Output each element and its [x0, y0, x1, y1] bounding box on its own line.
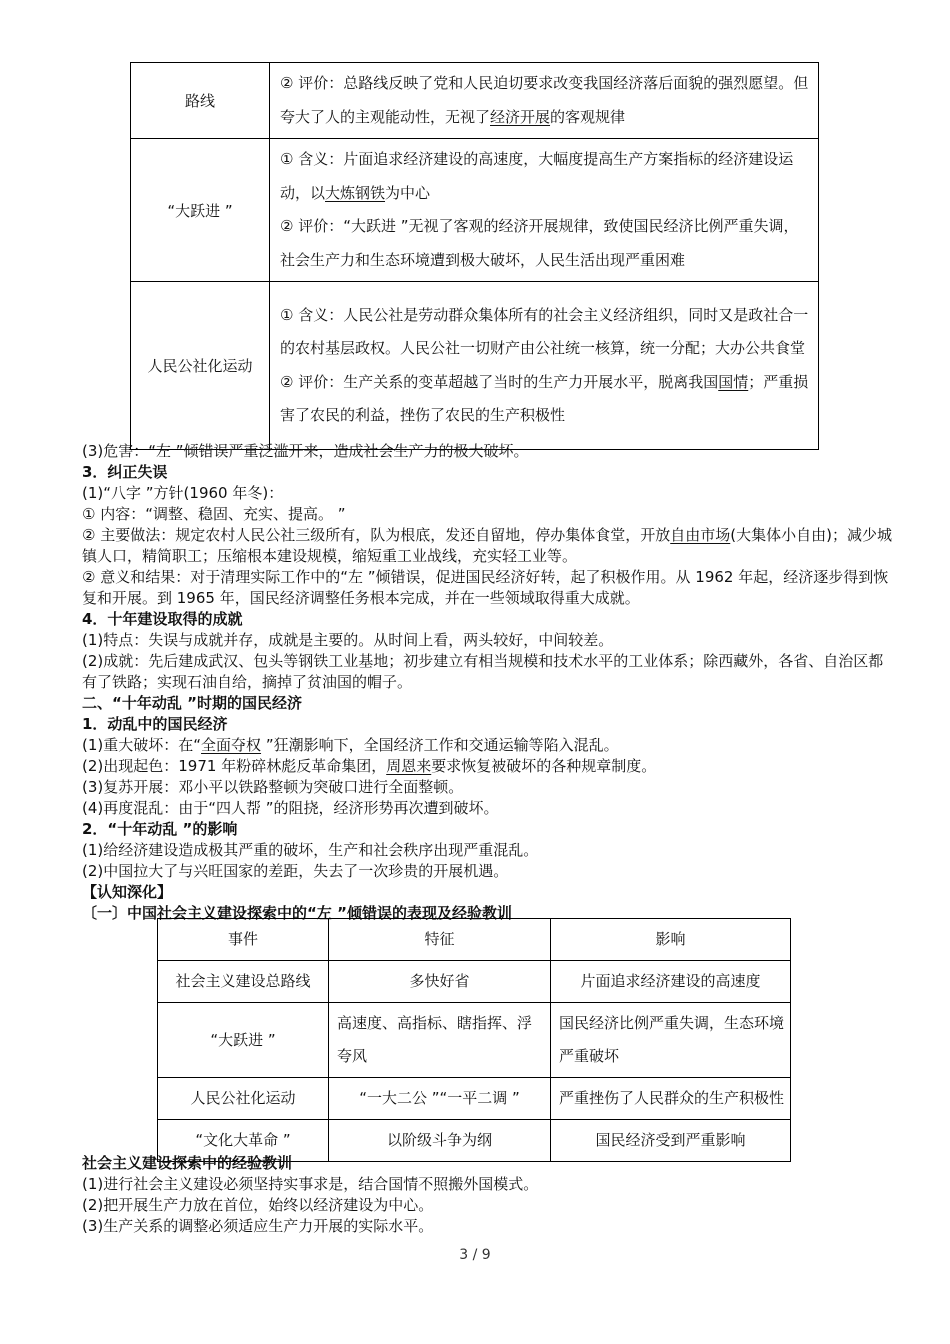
paragraph: (3)复苏开展：邓小平以铁路整顿为突破口进行全面整顿。: [82, 778, 464, 796]
paragraph: (4)再度混乱：由于“四人帮 ”的阻挠，经济形势再次遭到破坏。: [82, 799, 499, 817]
row-name: 路线: [131, 63, 270, 139]
table-cell: “大跃进 ”: [158, 1003, 329, 1078]
paragraph: ② 主要做法：规定农村人民公社三级所有，队为根底，发还自留地，停办集体食堂，开放自由市场(大集体小自由)；减少城镇人口，精简职工；压缩根本建设规模，缩短重工业战线，充实轻工业等。: [82, 526, 892, 565]
paragraph: ① 内容：“调整、稳固、充实、提高。 ”: [82, 505, 346, 523]
paragraph: (1)给经济建设造成极其严重的破坏，生产和社会秩序出现严重混乱。: [82, 841, 539, 859]
table-row: [158, 961, 791, 1003]
bottom-table: [157, 918, 791, 1162]
paragraph: (2)成就：先后建成武汉、包头等钢铁工业基地；初步建立有相当规模和技术水平的工业体系；除西藏外，各省、自治区都有了铁路；实现石油自给，摘掉了贫油国的帽子。: [82, 652, 884, 691]
heading: 社会主义建设探索中的经验教训: [82, 1154, 293, 1172]
section-heading: 二、“十年动乱 ”时期的国民经济: [82, 694, 302, 712]
table-cell: 严重挫伤了人民群众的生产积极性: [551, 1078, 791, 1120]
paragraph: (1)重大破坏：在“全面夺权 ”狂潮影响下，全国经济工作和交通运输等陷入混乱。: [82, 736, 619, 754]
page-number: 3 / 9: [459, 1247, 491, 1263]
paragraph: (1)特点：失误与成就并存，成就是主要的。从时间上看，两头较好，中间较差。: [82, 631, 614, 649]
lessons-section: [82, 1153, 892, 1237]
paragraph: (1)进行社会主义建设必须坚持实事求是，结合国情不照搬外国模式。: [82, 1175, 539, 1193]
heading: 2．“十年动乱 ”的影响: [82, 820, 238, 838]
heading: 4．十年建设取得的成就: [82, 610, 243, 628]
table-row: [131, 139, 819, 282]
table-cell: 国民经济比例严重失调，生态环境严重破坏: [551, 1003, 791, 1078]
heading: 3．纠正失误: [82, 463, 168, 481]
column-header: 事件: [158, 919, 329, 961]
column-header: 特征: [329, 919, 551, 961]
column-header: 影响: [551, 919, 791, 961]
paragraph: (3)危害：“左 ”倾错误严重泛滥开来，造成社会生产力的极大破坏。: [82, 442, 529, 460]
heading: 【认知深化】: [82, 883, 173, 901]
paragraph: (3)生产关系的调整必须适应生产力开展的实际水平。: [82, 1217, 434, 1235]
top-table: [130, 62, 819, 450]
table-cell: “一大二公 ”“一平二调 ”: [329, 1078, 551, 1120]
table-row: [158, 1078, 791, 1120]
paragraph: (2)出现起色：1971 年粉碎林彪反革命集团，周恩来要求恢复被破坏的各种规章制度。: [82, 757, 657, 775]
paragraph: ② 意义和结果：对于清理实际工作中的“左 ”倾错误，促进国民经济好转，起了积极作用。从 1962 年起，经济逐步得到恢复和开展。到 1965 年，国民经济调整任务根本完成，并在一些领域取得重大成就。: [82, 568, 889, 607]
row-desc: ① 含义：片面追求经济建设的高速度，大幅度提高生产方案指标的经济建设运动，以大炼钢铁为中心 ② 评价：“大跃进 ”无视了客观的经济开展规律，致使国民经济比例严重失调，社会生产力和生态环境遭到极大破坏，人民生活出现严重困难: [270, 139, 819, 282]
heading: 〔一〕中国社会主义建设探索中的“左 ”倾错误的表现及经验教训: [82, 904, 512, 922]
row-name: 人民公社化运动: [131, 282, 270, 450]
row-desc: ① 含义：人民公社是劳动群众集体所有的社会主义经济组织，同时又是政社合一的农村基层政权。人民公社一切财产由公社统一核算，统一分配；大办公共食堂 ② 评价：生产关系的变革超越了当时的生产力开展水平，脱离我国国情；严重损害了农民的利益，挫伤了农民的生产积极性: [270, 282, 819, 450]
table-row: [158, 1003, 791, 1078]
row-name: “大跃进 ”: [131, 139, 270, 282]
table-cell: “文化大革命 ”: [158, 1120, 329, 1162]
table-cell: 高速度、高指标、瞎指挥、浮夸风: [329, 1003, 551, 1078]
paragraph: (2)把开展生产力放在首位，始终以经济建设为中心。: [82, 1196, 434, 1214]
heading: 1．动乱中的国民经济: [82, 715, 228, 733]
row-desc: ② 评价：总路线反映了党和人民迫切要求改变我国经济落后面貌的强烈愿望。但夸大了人的主观能动性，无视了经济开展的客观规律: [270, 63, 819, 139]
paragraph: (2)中国拉大了与兴旺国家的差距，失去了一次珍贵的开展机遇。: [82, 862, 509, 880]
table-cell: 国民经济受到严重影响: [551, 1120, 791, 1162]
table-row: [131, 282, 819, 450]
table-cell: 社会主义建设总路线: [158, 961, 329, 1003]
paragraph: (1)“八字 ”方针(1960 年冬)：: [82, 484, 284, 502]
body-text: [82, 441, 892, 924]
table-cell: 人民公社化运动: [158, 1078, 329, 1120]
table-header-row: [158, 919, 791, 961]
table-row: [131, 63, 819, 139]
table-cell: 片面追求经济建设的高速度: [551, 961, 791, 1003]
table-cell: 以阶级斗争为纲: [329, 1120, 551, 1162]
table-cell: 多快好省: [329, 961, 551, 1003]
